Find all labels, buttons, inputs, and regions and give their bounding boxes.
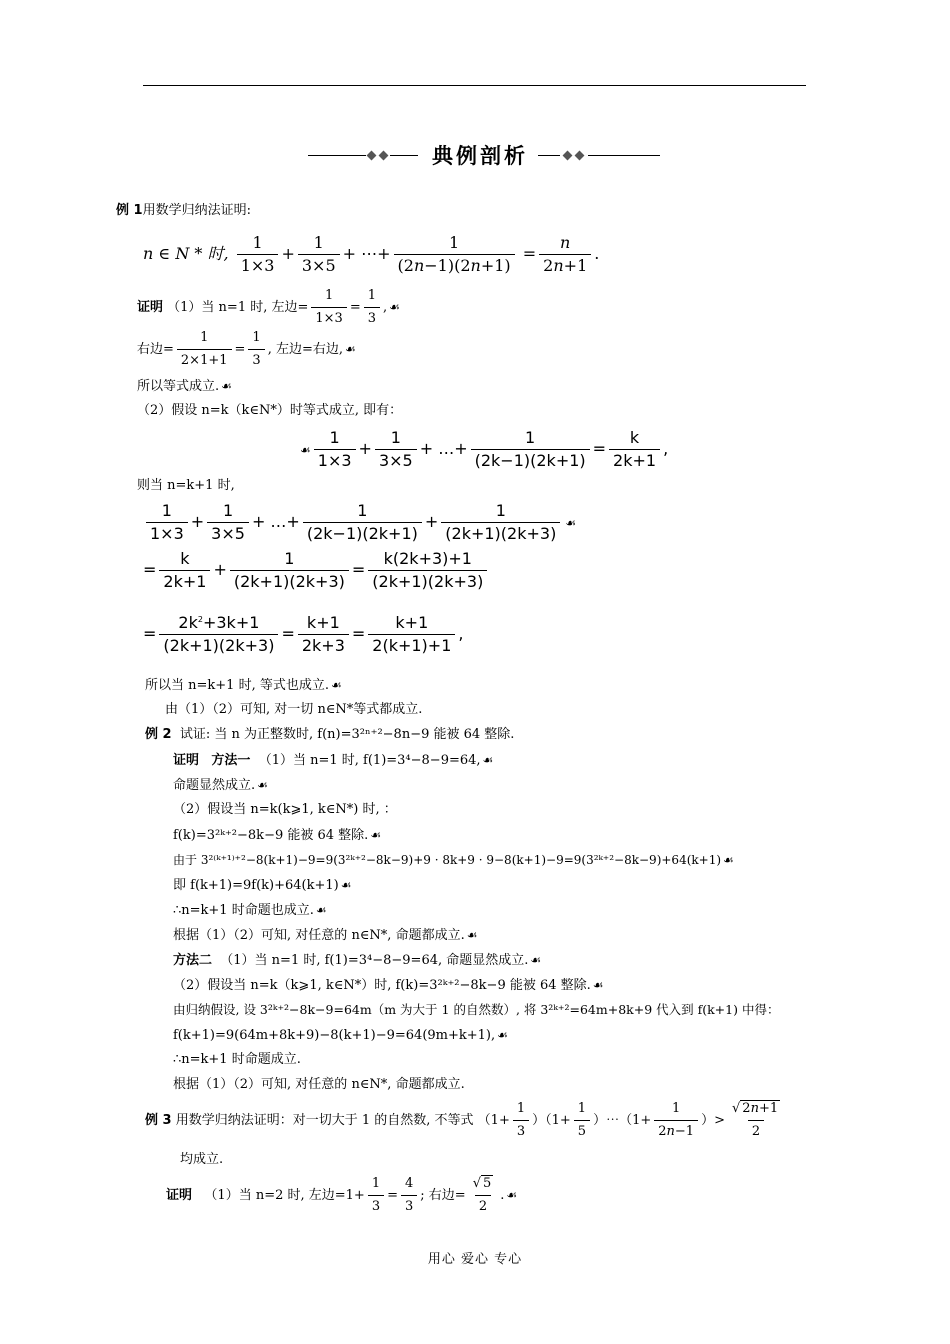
proof-line bbox=[173, 925, 477, 946]
proof-text: 则当 n=k+1 时, bbox=[137, 478, 235, 493]
fraction: $\frac{1}{(2k-1)(2k+1)}$ bbox=[471, 429, 590, 470]
proof-line bbox=[173, 950, 541, 971]
example-label: 例 1 bbox=[116, 203, 143, 218]
fraction: $\frac{4}{3}$ bbox=[401, 1175, 417, 1216]
fraction: $\frac{2k^2+3k+1}{(2k+1)(2k+3)}$ bbox=[159, 614, 278, 655]
fraction: $\frac{√ 2n+1}{2}$ bbox=[731, 1101, 779, 1139]
fraction: $\frac{k}{2k+1}$ bbox=[159, 550, 210, 591]
proof-line bbox=[180, 1150, 223, 1170]
fraction: $\frac{1}{2\times 1+1}$ bbox=[177, 329, 232, 370]
proof-text: 均成立. bbox=[180, 1152, 224, 1167]
example-label: 例 2 bbox=[145, 727, 172, 742]
section-heading bbox=[300, 140, 670, 172]
return-mark-icon: ☙ bbox=[565, 516, 577, 530]
proof-line bbox=[173, 1075, 465, 1095]
proof-text: 所以当 n=k+1 时, 等式也成立. bbox=[145, 678, 329, 693]
proof-line bbox=[173, 750, 493, 771]
proof-label: 证明 bbox=[173, 753, 200, 768]
proof-text: 根据（1）（2）可知, 对任意的 n∈N*, 命题都成立. bbox=[173, 1077, 465, 1092]
return-mark-icon: ☙ bbox=[592, 978, 604, 992]
proof-text: ; 右边= bbox=[420, 1188, 466, 1203]
return-mark-icon: ☙ bbox=[221, 379, 232, 393]
example-intro: 用数学归纳法证明：对一切大于 1 的自然数, 不等式 bbox=[175, 1113, 474, 1128]
ornament-line-right bbox=[538, 155, 560, 156]
return-mark-icon: ☙ bbox=[315, 903, 327, 917]
return-mark-icon: ☙ bbox=[466, 928, 478, 942]
return-mark-icon: ☙ bbox=[345, 342, 356, 356]
fraction: $\frac{1}{1\times 3}$ bbox=[146, 502, 188, 543]
proof-line bbox=[173, 850, 734, 870]
proof-text: （1）当 n=2 时, 左边=1+ bbox=[204, 1188, 365, 1203]
formula-prefix: n ∈ N * 时, bbox=[143, 244, 229, 263]
fraction: $\frac{1}{1\times 3}$ bbox=[314, 429, 356, 470]
fraction: $\frac{1}{(2k+1)(2k+3)}$ bbox=[230, 550, 349, 591]
ornament-diamond-icon bbox=[563, 151, 573, 161]
proof-line bbox=[137, 376, 232, 397]
formula-step-c: = $\frac{2k^2+3k+1}{(2k+1)(2k+3)}$ = $\frac{k+1}{2k+3}$ = $\frac{k+1}{2(k+1)+1}$ , bbox=[143, 613, 464, 655]
return-mark-icon: ☙ bbox=[340, 878, 352, 892]
proof-line bbox=[173, 825, 381, 846]
proof-text: （2）假设当 n=k（k⩾1, k∈N*）时, f(k)=3²ᵏ⁺²−8k−9 能被 64 整除. bbox=[173, 978, 591, 993]
return-mark-icon: ☙ bbox=[497, 1028, 508, 1042]
fraction: $\frac{1}{3\times 5}$ bbox=[375, 429, 417, 470]
example-1-header bbox=[116, 201, 251, 221]
proof-line bbox=[145, 675, 342, 696]
return-mark-icon: ☙ bbox=[506, 1188, 518, 1202]
proof-line bbox=[173, 875, 352, 896]
proof-text: f(k)=3²ᵏ⁺²−8k−9 能被 64 整除. bbox=[173, 828, 369, 843]
proof-text: ∴n=k+1 时命题成立. bbox=[173, 1052, 301, 1067]
fraction: $\frac{1}{(2k+1)(2k+3)}$ bbox=[441, 502, 560, 543]
proof-text: （1）当 n=1 时, 左边= bbox=[167, 300, 309, 315]
fraction: $\frac{1}{1\times 3}$ bbox=[311, 287, 346, 328]
example-2-header bbox=[145, 725, 514, 745]
example-intro: 试证: 当 n 为正整数时, f(n)=3²ⁿ⁺²−8n−9 能被 64 整除. bbox=[179, 727, 515, 742]
fraction: $\frac{1}{3\times 5}$ bbox=[298, 234, 340, 275]
ornament-diamond-icon bbox=[379, 151, 389, 161]
ornament-diamond-icon bbox=[367, 151, 377, 161]
fraction: $\frac{k+1}{2k+3}$ bbox=[298, 614, 349, 655]
return-mark-icon: ☙ bbox=[389, 300, 400, 314]
return-mark-icon: ☙ bbox=[330, 678, 342, 692]
fraction: $\frac{1}{3}$ bbox=[248, 329, 264, 370]
fraction: $\frac{k+1}{2(k+1)+1}$ bbox=[368, 614, 455, 655]
proof-line bbox=[137, 401, 402, 421]
ornament-diamond-icon bbox=[575, 151, 585, 161]
proof-line bbox=[173, 1025, 508, 1046]
fraction: $\frac{1}{3}$ bbox=[368, 1175, 384, 1216]
method-label: 方法一 bbox=[211, 753, 251, 768]
formula-statement: n ∈ N * 时, $\frac{1}{1\times 3}$ + $\frac{1}{3\times 5}$ + ⋯+ $\frac{1}{(2n-1)(2n+1)}$ = $\frac{n}{2n+1}$ . bbox=[143, 233, 600, 275]
proof-text: （2）假设 n=k（k∈N*）时等式成立, 即有： bbox=[137, 403, 403, 418]
fraction: $\frac{1}{(2k-1)(2k+1)}$ bbox=[303, 502, 422, 543]
page-title: 典例剖析 bbox=[432, 144, 528, 168]
fraction: $\frac{1}{3}$ bbox=[364, 287, 380, 328]
ornament-line-right bbox=[588, 155, 660, 156]
proof-text: 所以等式成立. bbox=[137, 379, 220, 394]
return-mark-icon: ☙ bbox=[530, 953, 542, 967]
proof-step-1: 证明 （1）当 n=2 时, 左边=1+ $\frac{1}{3}$ = $\frac{4}{3}$ ; 右边= $\frac{√ 5}{2}$ . ☙ bbox=[166, 1176, 518, 1214]
proof-line bbox=[173, 900, 327, 921]
proof-text: 命题显然成立. bbox=[173, 778, 256, 793]
fraction: $\frac{1}{3\times 5}$ bbox=[207, 502, 249, 543]
inequality-formula: （1+ $\frac{1}{3}$ ）（1+ $\frac{1}{5}$ ）⋯（1+ $\frac{1}{2n-1}$ ）> $\frac{√ 2n+1}{2}$ bbox=[478, 1113, 787, 1128]
formula-step-b: = $\frac{k}{2k+1}$ + $\frac{1}{(2k+1)(2k+3)}$ = $\frac{k(2k+3)+1}{(2k+1)(2k+3)}$ bbox=[143, 546, 490, 594]
proof-text: 由于 3²⁽ᵏ⁺¹⁾⁺²−8(k+1)−9=9(3²ᵏ⁺²−8k−9)+9 · 8k+9 · 9−8(k+1)−9=9(3²ᵏ⁺²−8k−9)+64(k+1) bbox=[173, 853, 722, 867]
fraction: $\frac{1}{5}$ bbox=[574, 1100, 590, 1141]
proof-line bbox=[137, 476, 235, 496]
fraction: $\frac{1}{2n-1}$ bbox=[654, 1100, 698, 1141]
proof-line bbox=[165, 700, 422, 720]
example-intro: 用数学归纳法证明: bbox=[142, 203, 251, 218]
return-mark-icon: ☙ bbox=[482, 753, 494, 767]
proof-line bbox=[173, 1050, 301, 1070]
fraction: $\frac{1}{1\times 3}$ bbox=[237, 234, 279, 275]
proof-text: , 左边=右边, bbox=[267, 342, 343, 357]
proof-text: f(k+1)=9(64m+8k+9)−8(k+1)−9=64(9m+k+1), bbox=[173, 1028, 496, 1043]
example-label: 例 3 bbox=[145, 1113, 172, 1128]
proof-text: （2）假设当 n=k(k⩾1, k∈N*) 时, ： bbox=[173, 802, 397, 817]
return-mark-icon: ☙ bbox=[300, 443, 311, 457]
return-mark-icon: ☙ bbox=[370, 828, 382, 842]
fraction: $\frac{1}{3}$ bbox=[513, 1100, 529, 1141]
proof-text: ∴n=k+1 时命题也成立. bbox=[173, 903, 314, 918]
proof-step-1: 证明 （1）当 n=1 时, 左边= $\frac{1}{1\times 3}$ = $\frac{1}{3}$ , ☙ bbox=[137, 288, 400, 326]
ornament-line-left bbox=[308, 155, 366, 156]
proof-text: 即 f(k+1)=9f(k)+64(k+1) bbox=[173, 878, 339, 893]
formula-step-a: $\frac{1}{1\times 3}$ + $\frac{1}{3\times 5}$ + …+ $\frac{1}{(2k-1)(2k+1)}$ + $\frac{1}{(2k+1)(2k+3)}$ ☙ bbox=[143, 498, 576, 547]
return-mark-icon: ☙ bbox=[723, 853, 734, 867]
proof-text: 由归纳假设, 设 3²ᵏ⁺²−8k−9=64m（m 为大于 1 的自然数）, 将 3²ᵏ⁺²=64m+8k+9 代入到 f(k+1) 中得： bbox=[173, 1002, 780, 1017]
proof-line bbox=[173, 800, 397, 820]
proof-text: （1）当 n=1 时, f(1)=3⁴−8−9=64, bbox=[258, 753, 481, 768]
fraction: $\frac{1}{(2n-1)(2n+1)}$ bbox=[394, 234, 515, 275]
ornament-line-left bbox=[390, 155, 418, 156]
fraction: $\frac{n}{2n+1}$ bbox=[539, 234, 591, 275]
proof-line bbox=[173, 975, 604, 996]
header-rule bbox=[143, 85, 806, 86]
return-mark-icon: ☙ bbox=[257, 778, 268, 792]
fraction: $\frac{k}{2k+1}$ bbox=[609, 429, 660, 470]
proof-line bbox=[173, 1000, 779, 1020]
proof-label: 证明 bbox=[137, 300, 164, 315]
method-label: 方法二 bbox=[173, 953, 213, 968]
proof-line bbox=[173, 775, 268, 796]
proof-text: 右边= bbox=[137, 342, 174, 357]
fraction: $\frac{√ 5}{2}$ bbox=[472, 1176, 492, 1214]
formula-hypothesis: ☙ $\frac{1}{1\times 3}$ + $\frac{1}{3\times 5}$ + …+ $\frac{1}{(2k-1)(2k+1)}$ = $\frac{k}{2k+1}$ , bbox=[300, 428, 669, 470]
proof-right-side: 右边= $\frac{1}{2\times 1+1}$ = $\frac{1}{3}$ , 左边=右边, ☙ bbox=[137, 330, 356, 368]
proof-text: （1）当 n=1 时, f(1)=3⁴−8−9=64, 命题显然成立. bbox=[220, 953, 529, 968]
example-3-header bbox=[145, 1098, 787, 1144]
proof-text: 根据（1）（2）可知, 对任意的 n∈N*, 命题都成立. bbox=[173, 928, 465, 943]
fraction: $\frac{k(2k+3)+1}{(2k+1)(2k+3)}$ bbox=[368, 550, 487, 591]
proof-text: 由（1）（2）可知, 对一切 n∈N*等式都成立. bbox=[165, 702, 423, 717]
proof-label: 证明 bbox=[166, 1188, 193, 1203]
page-footer: 用心 爱心 专心 bbox=[427, 1252, 523, 1267]
